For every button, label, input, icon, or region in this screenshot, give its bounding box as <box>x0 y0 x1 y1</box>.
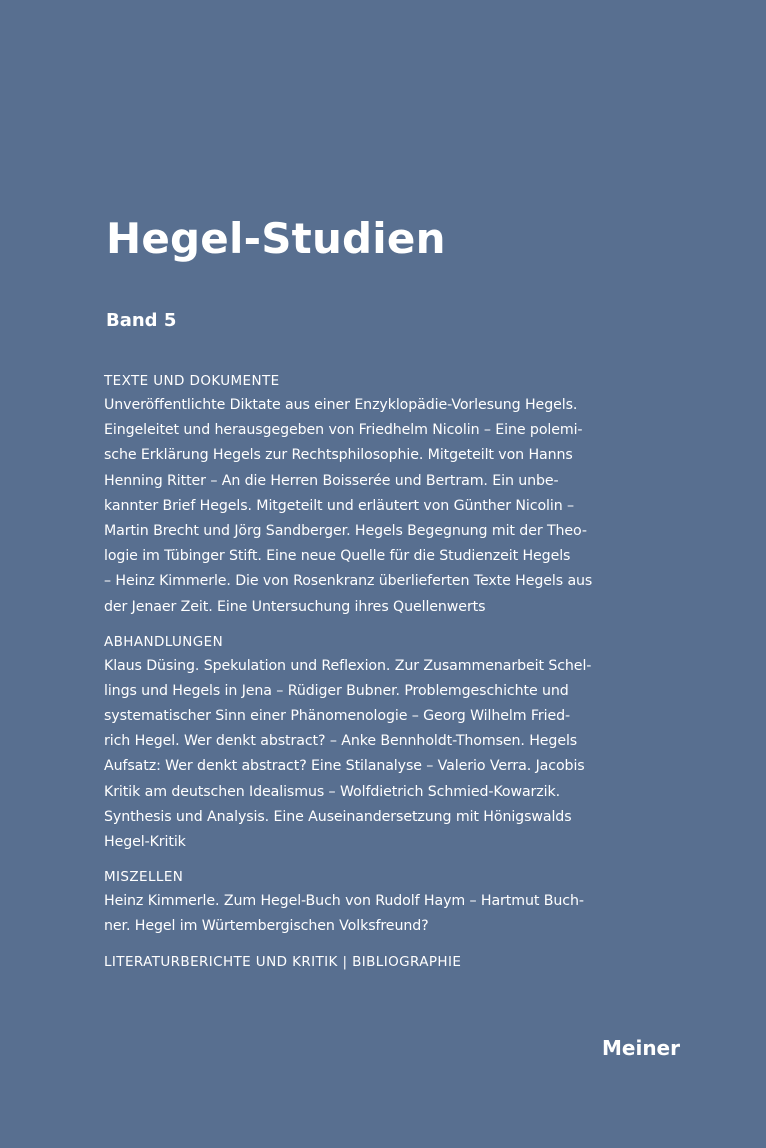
content-line: Henning Ritter – An die Herren Boisserée und Bertram. Ein unbe- <box>104 472 559 489</box>
content-line: Synthesis und Analysis. Eine Auseinandersetzung mit Hönigswalds <box>104 808 572 825</box>
content-line: – Heinz Kimmerle. Die von Rosenkranz überlieferten Texte Hegels aus <box>104 573 593 590</box>
table-of-contents <box>104 369 664 974</box>
content-line: kannter Brief Hegels. Mitgeteilt und erläutert von Günther Nicolin – <box>104 497 575 514</box>
publisher-name: Meiner <box>602 1036 680 1060</box>
content-line: Aufsatz: Wer denkt abstract? Eine Stilanalyse – Valerio Verra. Jacobis <box>104 758 585 775</box>
section-heading: ABHANDLUNGEN <box>104 633 224 650</box>
content-line: Heinz Kimmerle. Zum Hegel-Buch von Rudolf Haym – Hartmut Buch- <box>104 893 584 910</box>
content-line: lings und Hegels in Jena – Rüdiger Bubner. Problemgeschichte und <box>104 682 569 699</box>
content-line: ner. Hegel im Würtembergischen Volksfreund? <box>104 918 429 935</box>
section-heading-literaturberichte: LITERATURBERICHTE UND KRITIK | BIBLIOGRAPHIE <box>104 953 462 970</box>
content-line: sche Erklärung Hegels zur Rechtsphilosophie. Mitgeteilt von Hanns <box>104 447 573 464</box>
content-line: Unveröffentlichte Diktate aus einer Enzyklopädie-Vorlesung Hegels. <box>104 397 578 413</box>
content-line: rich Hegel. Wer denkt abstract? – Anke Bennholdt-Thomsen. Hegels <box>104 733 578 750</box>
content-line: systematischer Sinn einer Phänomenologie – Georg Wilhelm Fried- <box>104 708 571 725</box>
content-line: Kritik am deutschen Idealismus – Wolfdietrich Schmied-Kowarzik. <box>104 783 561 800</box>
section-miszellen <box>104 865 664 939</box>
section-heading: MISZELLEN <box>104 869 184 886</box>
content-line: Klaus Düsing. Spekulation und Reflexion. Zur Zusammenarbeit Schel- <box>104 657 592 674</box>
section-abhandlungen <box>104 630 664 856</box>
section-heading: TEXTE UND DOKUMENTE <box>104 373 280 389</box>
content-line: der Jenaer Zeit. Eine Untersuchung ihres Quellenwerts <box>104 598 486 615</box>
content-line: Eingeleitet und herausgegeben von Friedhelm Nicolin – Eine polemi- <box>104 422 583 439</box>
section-texte-und-dokumente <box>104 369 664 620</box>
content-line: logie im Tübinger Stift. Eine neue Quelle für die Studienzeit Hegels <box>104 548 571 565</box>
content-line: Martin Brecht und Jörg Sandberger. Hegels Begegnung mit der Theo- <box>104 522 587 539</box>
content-line: Hegel-Kritik <box>104 834 186 850</box>
book-title: Hegel-Studien <box>106 214 446 263</box>
volume-number: Band 5 <box>106 310 177 331</box>
